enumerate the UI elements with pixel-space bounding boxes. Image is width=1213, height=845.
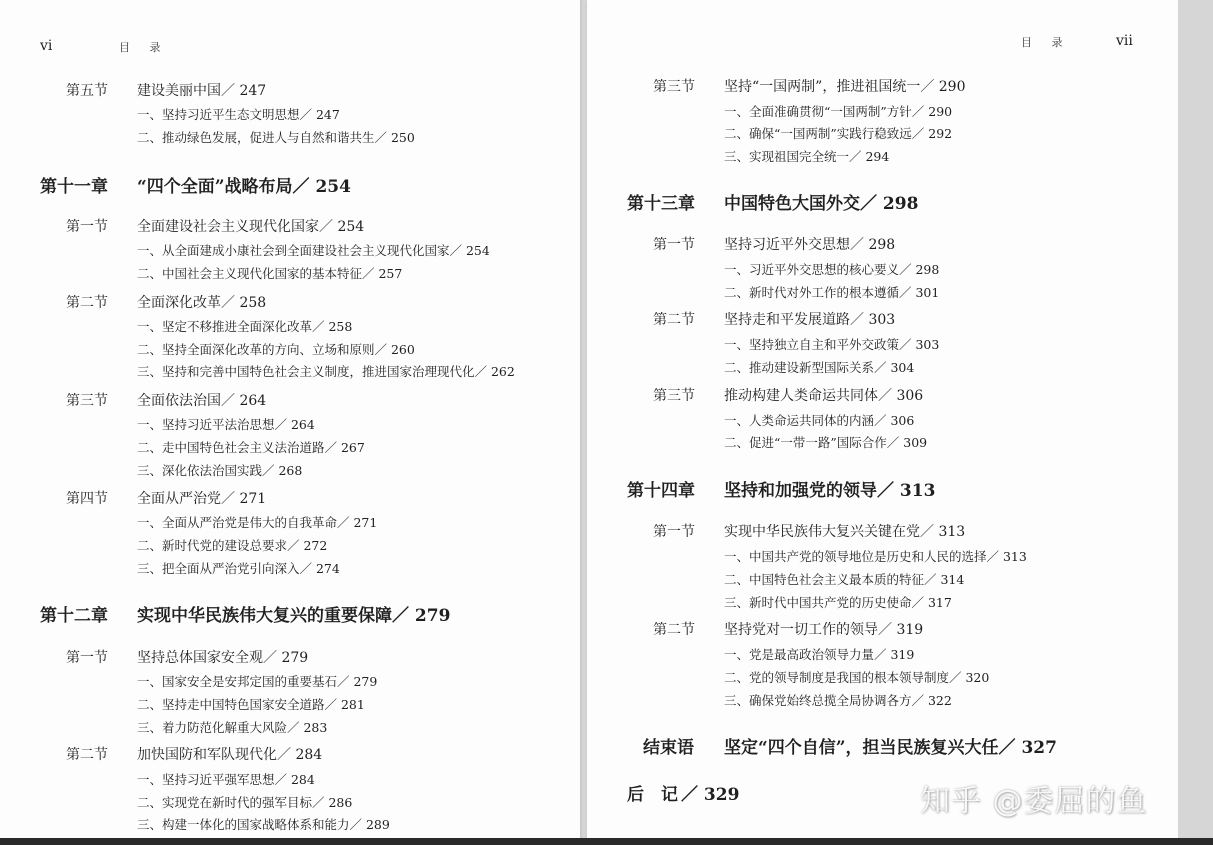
toc-section-title: 坚持总体国家安全观／ 279 bbox=[137, 650, 309, 666]
right-toc bbox=[587, 0, 1178, 845]
toc-chapter-title: “四个全面”战略布局／ 254 bbox=[137, 177, 351, 197]
toc-chapter-label: 第十三章 bbox=[627, 194, 695, 214]
toc-item: 一、从全面建成小康社会到全面建设社会主义现代化国家／ 254 bbox=[137, 243, 490, 258]
toc-item: 一、坚持习近平法治思想／ 264 bbox=[137, 417, 315, 432]
left-toc bbox=[0, 0, 580, 845]
toc-item: 二、实现党在新时代的强军目标／ 286 bbox=[137, 795, 353, 810]
right-folio: vii bbox=[1116, 33, 1133, 49]
toc-item: 一、党是最高政治领导力量／ 319 bbox=[724, 647, 915, 662]
toc-item: 三、实现祖国完全统一／ 294 bbox=[724, 149, 890, 164]
toc-chapter-label: 后 记 bbox=[627, 785, 678, 805]
toc-chapter-label: 第十二章 bbox=[40, 606, 108, 626]
toc-item: 三、着力防范化解重大风险／ 283 bbox=[137, 720, 328, 735]
viewer-background bbox=[1178, 0, 1213, 845]
toc-item: 一、坚持习近平强军思想／ 284 bbox=[137, 772, 315, 787]
right-page bbox=[587, 0, 1178, 845]
toc-section-title: 坚持习近平外交思想／ 298 bbox=[724, 237, 896, 253]
toc-item: 三、把全面从严治党引向深入／ 274 bbox=[137, 561, 340, 576]
toc-section-label: 第三节 bbox=[653, 388, 695, 404]
toc-section-label: 第五节 bbox=[66, 83, 108, 99]
toc-section-title: 坚持“一国两制”，推进祖国统一／ 290 bbox=[724, 79, 966, 95]
toc-item: 二、促进“一带一路”国际合作／ 309 bbox=[724, 435, 928, 450]
toc-item: 二、走中国特色社会主义法治道路／ 267 bbox=[137, 440, 365, 455]
toc-item: 一、坚持习近平生态文明思想／ 247 bbox=[137, 107, 340, 122]
toc-section-title: 加快国防和军队现代化／ 284 bbox=[137, 747, 323, 763]
toc-item: 一、习近平外交思想的核心要义／ 298 bbox=[724, 262, 940, 277]
toc-section-label: 第二节 bbox=[66, 295, 108, 311]
toc-item: 一、坚定不移推进全面深化改革／ 258 bbox=[137, 319, 353, 334]
toc-item: 一、全面从严治党是伟大的自我革命／ 271 bbox=[137, 515, 378, 530]
toc-chapter-label: 第十四章 bbox=[627, 481, 695, 501]
toc-section-label: 第一节 bbox=[653, 237, 695, 253]
toc-section-label: 第一节 bbox=[66, 219, 108, 235]
toc-section-title: 坚持走和平发展道路／ 303 bbox=[724, 312, 896, 328]
toc-item: 二、确保“一国两制”实践行稳致远／ 292 bbox=[724, 126, 953, 141]
toc-item: 二、推动建设新型国际关系／ 304 bbox=[724, 360, 915, 375]
toc-item: 二、中国特色社会主义最本质的特征／ 314 bbox=[724, 572, 965, 587]
left-folio: vi bbox=[40, 38, 53, 54]
toc-chapter-title: 坚持和加强党的领导／ 313 bbox=[724, 481, 936, 501]
toc-item: 二、新时代对外工作的根本遵循／ 301 bbox=[724, 285, 940, 300]
toc-item: 一、国家安全是安邦定国的重要基石／ 279 bbox=[137, 674, 378, 689]
toc-item: 二、坚持走中国特色国家安全道路／ 281 bbox=[137, 697, 365, 712]
toc-item: 二、中国社会主义现代化国家的基本特征／ 257 bbox=[137, 266, 403, 281]
toc-item: 一、坚持独立自主和平外交政策／ 303 bbox=[724, 337, 940, 352]
toc-section-title: 全面深化改革／ 258 bbox=[137, 295, 267, 311]
viewer-bottom-edge bbox=[0, 838, 1213, 845]
toc-section-title: 全面建设社会主义现代化国家／ 254 bbox=[137, 219, 365, 235]
toc-section-label: 第一节 bbox=[653, 524, 695, 540]
toc-section-label: 第四节 bbox=[66, 491, 108, 507]
toc-chapter-title: 坚定“四个自信”，担当民族复兴大任／ 327 bbox=[724, 738, 1057, 758]
toc-item: 三、新时代中国共产党的历史使命／ 317 bbox=[724, 595, 952, 610]
toc-item: 三、构建一体化的国家战略体系和能力／ 289 bbox=[137, 817, 390, 832]
toc-item: 一、全面准确贯彻“一国两制”方针／ 290 bbox=[724, 104, 953, 119]
toc-item: 三、确保党始终总揽全局协调各方／ 322 bbox=[724, 693, 952, 708]
toc-chapter-title: ／ 329 bbox=[681, 785, 740, 805]
left-running-header: 目 录 bbox=[119, 41, 169, 54]
toc-chapter-label: 第十一章 bbox=[40, 177, 108, 197]
left-page bbox=[0, 0, 580, 845]
toc-section-title: 全面从严治党／ 271 bbox=[137, 491, 267, 507]
toc-section-title: 全面依法治国／ 264 bbox=[137, 393, 267, 409]
toc-item: 三、深化依法治国实践／ 268 bbox=[137, 463, 303, 478]
toc-item: 一、中国共产党的领导地位是历史和人民的选择／ 313 bbox=[724, 549, 1027, 564]
toc-section-label: 第二节 bbox=[653, 312, 695, 328]
toc-section-title: 实现中华民族伟大复兴关键在党／ 313 bbox=[724, 524, 966, 540]
watermark: 知乎 @委屈的鱼 bbox=[920, 784, 1148, 819]
toc-item: 三、坚持和完善中国特色社会主义制度，推进国家治理现代化／ 262 bbox=[137, 364, 515, 379]
toc-item: 一、人类命运共同体的内涵／ 306 bbox=[724, 413, 915, 428]
toc-section-label: 第二节 bbox=[66, 747, 108, 763]
toc-section-title: 推动构建人类命运共同体／ 306 bbox=[724, 388, 924, 404]
toc-item: 二、坚持全面深化改革的方向、立场和原则／ 260 bbox=[137, 342, 415, 357]
right-running-header: 目 录 bbox=[1021, 36, 1071, 49]
toc-section-title: 建设美丽中国／ 247 bbox=[137, 83, 267, 99]
toc-chapter-title: 实现中华民族伟大复兴的重要保障／ 279 bbox=[137, 606, 451, 626]
page-gutter bbox=[580, 0, 587, 845]
toc-section-label: 第三节 bbox=[66, 393, 108, 409]
toc-chapter-label: 结束语 bbox=[643, 738, 694, 758]
toc-section-label: 第二节 bbox=[653, 622, 695, 638]
toc-section-title: 坚持党对一切工作的领导／ 319 bbox=[724, 622, 924, 638]
toc-item: 二、党的领导制度是我国的根本领导制度／ 320 bbox=[724, 670, 990, 685]
toc-item: 二、推动绿色发展，促进人与自然和谐共生／ 250 bbox=[137, 130, 415, 145]
toc-section-label: 第一节 bbox=[66, 650, 108, 666]
toc-chapter-title: 中国特色大国外交／ 298 bbox=[724, 194, 919, 214]
toc-section-label: 第三节 bbox=[653, 79, 695, 95]
toc-item: 二、新时代党的建设总要求／ 272 bbox=[137, 538, 328, 553]
